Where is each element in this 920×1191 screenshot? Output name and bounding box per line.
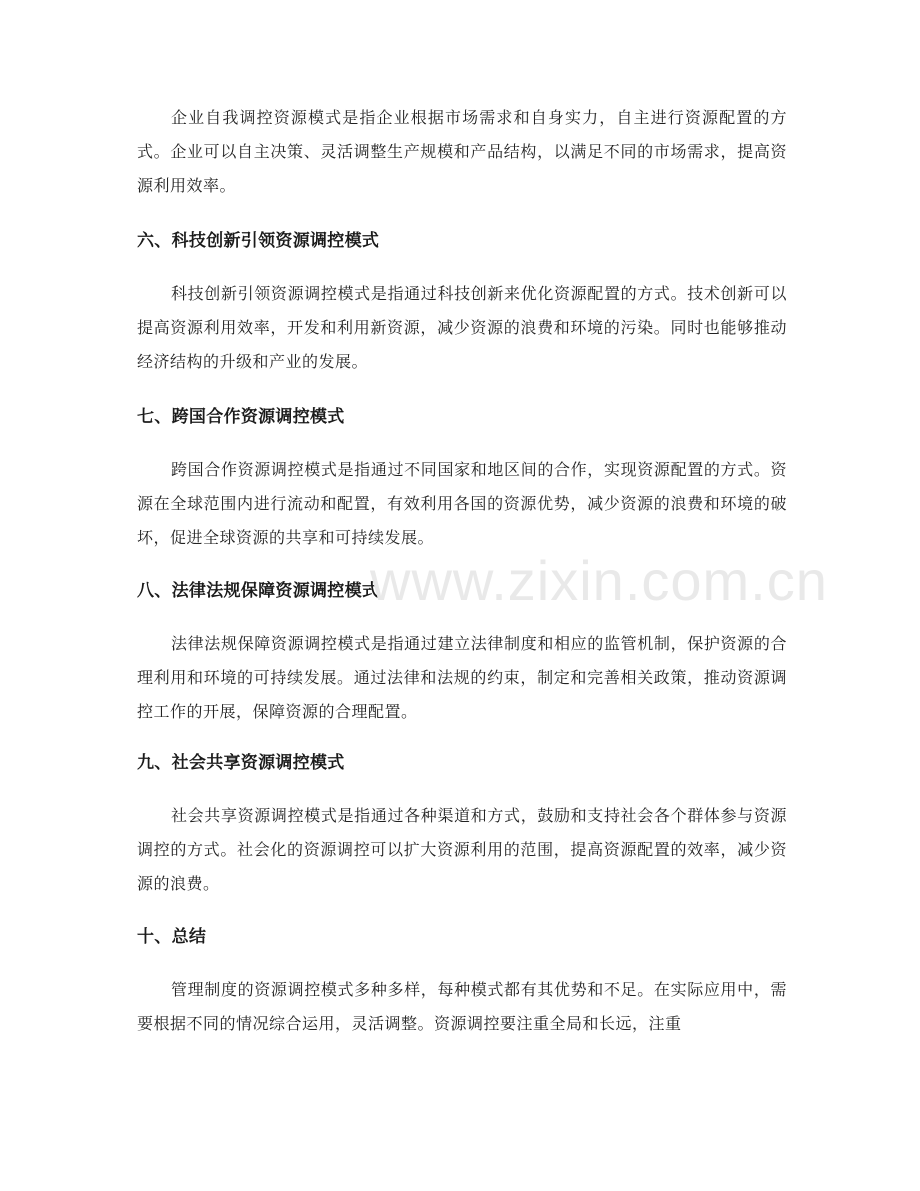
paragraph: 社会共享资源调控模式是指通过各种渠道和方式，鼓励和支持社会各个群体参与资源调控的方式。社会化的资源调控可以扩大资源利用的范围，提高资源配置的效率，减少资源的浪费。 <box>137 806 787 893</box>
section-heading: 八、法律法规保障资源调控模式 <box>137 581 380 601</box>
section-heading: 十、总结 <box>137 927 207 947</box>
section-heading: 七、跨国合作资源调控模式 <box>137 407 345 427</box>
section-heading: 六、科技创新引领资源调控模式 <box>137 231 380 251</box>
section-7-body <box>137 453 787 555</box>
section-heading: 九、社会共享资源调控模式 <box>137 753 345 773</box>
section-6-body <box>137 277 787 379</box>
section-7 <box>137 404 787 430</box>
section-9-body <box>137 799 787 901</box>
section-8 <box>137 578 787 604</box>
paragraph: 法律法规保障资源调控模式是指通过建立法律制度和相应的监管机制，保护资源的合理利用和环境的可持续发展。通过法律和法规的约束，制定和完善相关政策，推动资源调控工作的开展，保障资源的合理配置。 <box>137 634 787 721</box>
paragraph: 科技创新引领资源调控模式是指通过科技创新来优化资源配置的方式。技术创新可以提高资源利用效率，开发和利用新资源，减少资源的浪费和环境的污染。同时也能够推动经济结构的升级和产业的发展。 <box>137 284 787 371</box>
section-10 <box>137 924 787 950</box>
section-6 <box>137 228 787 254</box>
watermark: www.zixin.com.cn <box>370 549 828 612</box>
section-8-body <box>137 627 787 729</box>
paragraph: 跨国合作资源调控模式是指通过不同国家和地区间的合作，实现资源配置的方式。资源在全球范围内进行流动和配置，有效利用各国的资源优势，减少资源的浪费和环境的破坏，促进全球资源的共享和可持续发展。 <box>137 460 787 547</box>
paragraph: 管理制度的资源调控模式多种多样，每种模式都有其优势和不足。在实际应用中，需要根据不同的情况综合运用，灵活调整。资源调控要注重全局和长远，注重 <box>137 980 787 1033</box>
section-9 <box>137 750 787 776</box>
section-intro <box>137 101 787 203</box>
paragraph: 企业自我调控资源模式是指企业根据市场需求和自身实力，自主进行资源配置的方式。企业可以自主决策、灵活调整生产规模和产品结构，以满足不同的市场需求，提高资源利用效率。 <box>137 108 787 195</box>
section-10-body <box>137 973 787 1041</box>
